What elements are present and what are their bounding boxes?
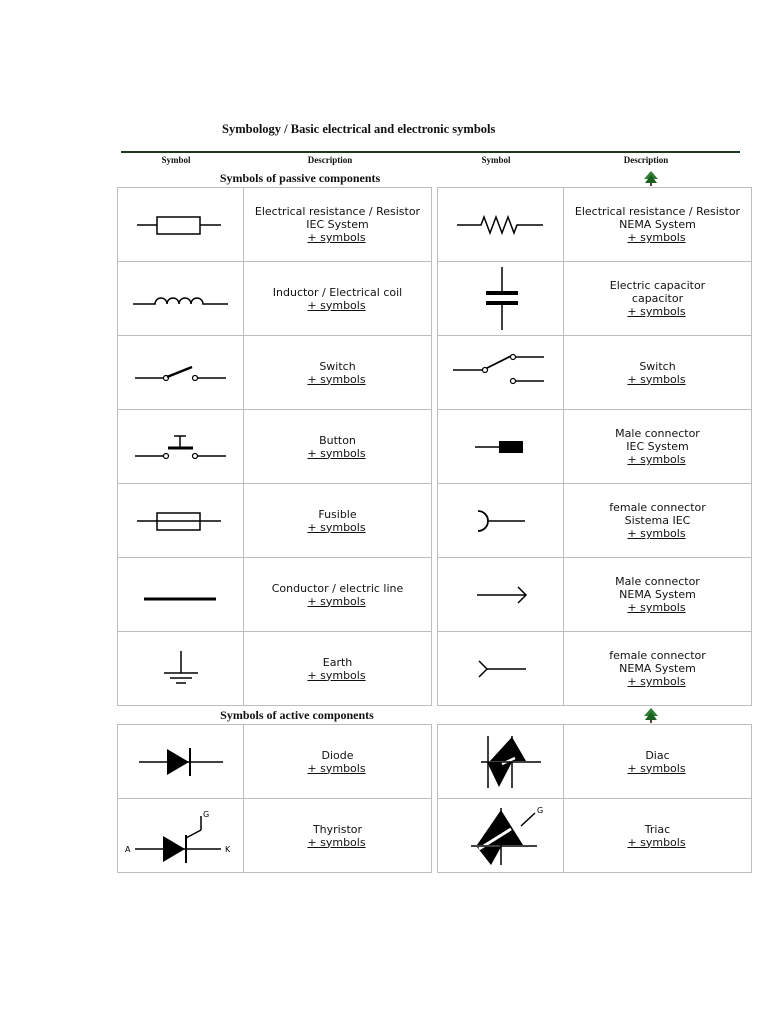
description-cell (244, 484, 432, 557)
resistor-iec-icon (118, 188, 244, 261)
description-cell (564, 336, 752, 409)
table-row (118, 262, 432, 336)
more-symbols-link[interactable]: + symbols (627, 601, 686, 614)
table-row (438, 262, 752, 336)
description-line: Button (319, 433, 356, 447)
description-cell (244, 410, 432, 483)
more-symbols-link[interactable]: + symbols (307, 761, 366, 775)
description-line: NEMA System (619, 588, 696, 601)
description-cell (244, 262, 432, 335)
switch-icon (118, 336, 244, 409)
table-row (438, 188, 752, 262)
more-symbols-link[interactable]: + symbols (627, 761, 686, 775)
table-row (438, 558, 752, 632)
more-symbols-link[interactable]: + symbols (627, 231, 686, 244)
description-line: Inductor / Electrical coil (272, 285, 403, 299)
female-connector-nema-icon (438, 632, 564, 705)
description-cell (564, 188, 752, 261)
terminal-label-g: G (536, 805, 543, 815)
table-row (118, 188, 432, 262)
more-symbols-link[interactable]: + symbols (627, 453, 686, 466)
more-symbols-link[interactable]: + symbols (627, 305, 686, 318)
more-symbols-link[interactable]: + symbols (307, 372, 366, 386)
description-cell (564, 410, 752, 483)
more-symbols-link[interactable]: + symbols (307, 520, 366, 534)
more-symbols-link[interactable]: + symbols (307, 298, 366, 312)
description-line: capacitor (631, 292, 684, 305)
description-cell (244, 188, 432, 261)
header-rule (121, 151, 740, 153)
more-symbols-link[interactable]: + symbols (307, 835, 366, 849)
earth-icon (118, 632, 244, 705)
col-header-symbol-right: Symbol (481, 155, 511, 165)
description-line: Electrical resistance / Resistor (574, 205, 741, 218)
more-symbols-link[interactable]: + symbols (627, 675, 686, 688)
description-line: Male connector (615, 575, 700, 588)
fuse-icon (118, 484, 244, 557)
diac-icon (438, 725, 564, 798)
table-row (118, 725, 432, 799)
table-row (438, 725, 752, 799)
diode-icon (118, 725, 244, 798)
description-cell (244, 632, 432, 705)
description-line: Electric capacitor (609, 279, 706, 292)
more-symbols-link[interactable]: + symbols (627, 372, 686, 386)
resistor-nema-icon (438, 188, 564, 261)
terminal-label-k: K (224, 844, 230, 854)
col-header-description-right: Description (623, 155, 669, 165)
passive-grid-left (117, 187, 432, 706)
description-line: Diode (321, 748, 354, 762)
table-row (118, 410, 432, 484)
table-row (118, 558, 432, 632)
description-line: Male connector (615, 427, 700, 440)
description-line: Triac (644, 822, 671, 836)
description-cell (244, 336, 432, 409)
thyristor-icon (118, 799, 244, 872)
description-line: Diac (645, 748, 670, 762)
description-cell (564, 725, 752, 798)
description-line: NEMA System (619, 218, 696, 231)
description-cell (564, 262, 752, 335)
tree-icon[interactable] (643, 170, 659, 186)
more-symbols-link[interactable]: + symbols (307, 668, 366, 682)
terminal-label-a: A (124, 844, 130, 854)
description-cell (244, 725, 432, 798)
description-cell (564, 484, 752, 557)
table-row (118, 799, 432, 873)
description-cell (564, 632, 752, 705)
description-line: IEC System (306, 218, 369, 231)
description-line: Switch (319, 359, 356, 373)
table-row (438, 410, 752, 484)
passive-section-title: Symbols of passive components (219, 171, 381, 185)
page-title: Symbology / Basic electrical and electronic symbols (222, 122, 496, 136)
conductor-line-icon (118, 558, 244, 631)
active-grid-left (117, 724, 432, 873)
male-connector-nema-icon (438, 558, 564, 631)
description-line: Thyristor (312, 822, 363, 836)
more-symbols-link[interactable]: + symbols (307, 594, 366, 608)
triac-icon (438, 799, 564, 872)
more-symbols-link[interactable]: + symbols (627, 527, 686, 540)
male-connector-iec-icon (438, 410, 564, 483)
description-line: NEMA System (619, 662, 696, 675)
table-row (118, 484, 432, 558)
description-line: Earth (322, 655, 353, 669)
description-line: Switch (639, 359, 676, 373)
col-header-symbol-left: Symbol (161, 155, 191, 165)
table-row (438, 632, 752, 706)
more-symbols-link[interactable]: + symbols (627, 835, 686, 849)
description-cell (564, 799, 752, 872)
button-icon (118, 410, 244, 483)
tree-icon[interactable] (643, 707, 659, 723)
capacitor-icon (438, 262, 564, 335)
terminal-label-g: G (202, 809, 209, 819)
passive-grid-right (437, 187, 752, 706)
description-line: IEC System (626, 440, 689, 453)
more-symbols-link[interactable]: + symbols (307, 446, 366, 460)
changeover-switch-icon (438, 336, 564, 409)
table-row (118, 632, 432, 706)
female-connector-iec-icon (438, 484, 564, 557)
description-line: Conductor / electric line (271, 581, 404, 595)
table-row (438, 799, 752, 873)
inductor-icon (118, 262, 244, 335)
table-row (438, 336, 752, 410)
table-row (118, 336, 432, 410)
active-grid-right (437, 724, 752, 873)
description-line: Electrical resistance / Resistor (254, 205, 421, 218)
description-cell (564, 558, 752, 631)
description-cell (244, 799, 432, 872)
table-row (438, 484, 752, 558)
more-symbols-link[interactable]: + symbols (307, 231, 366, 244)
description-line: female connector (609, 649, 706, 662)
description-line: Fusible (318, 507, 357, 521)
active-section-title: Symbols of active components (220, 708, 374, 722)
description-line: Sistema IEC (624, 514, 691, 527)
col-header-description-left: Description (307, 155, 353, 165)
description-cell (244, 558, 432, 631)
description-line: female connector (609, 501, 706, 514)
